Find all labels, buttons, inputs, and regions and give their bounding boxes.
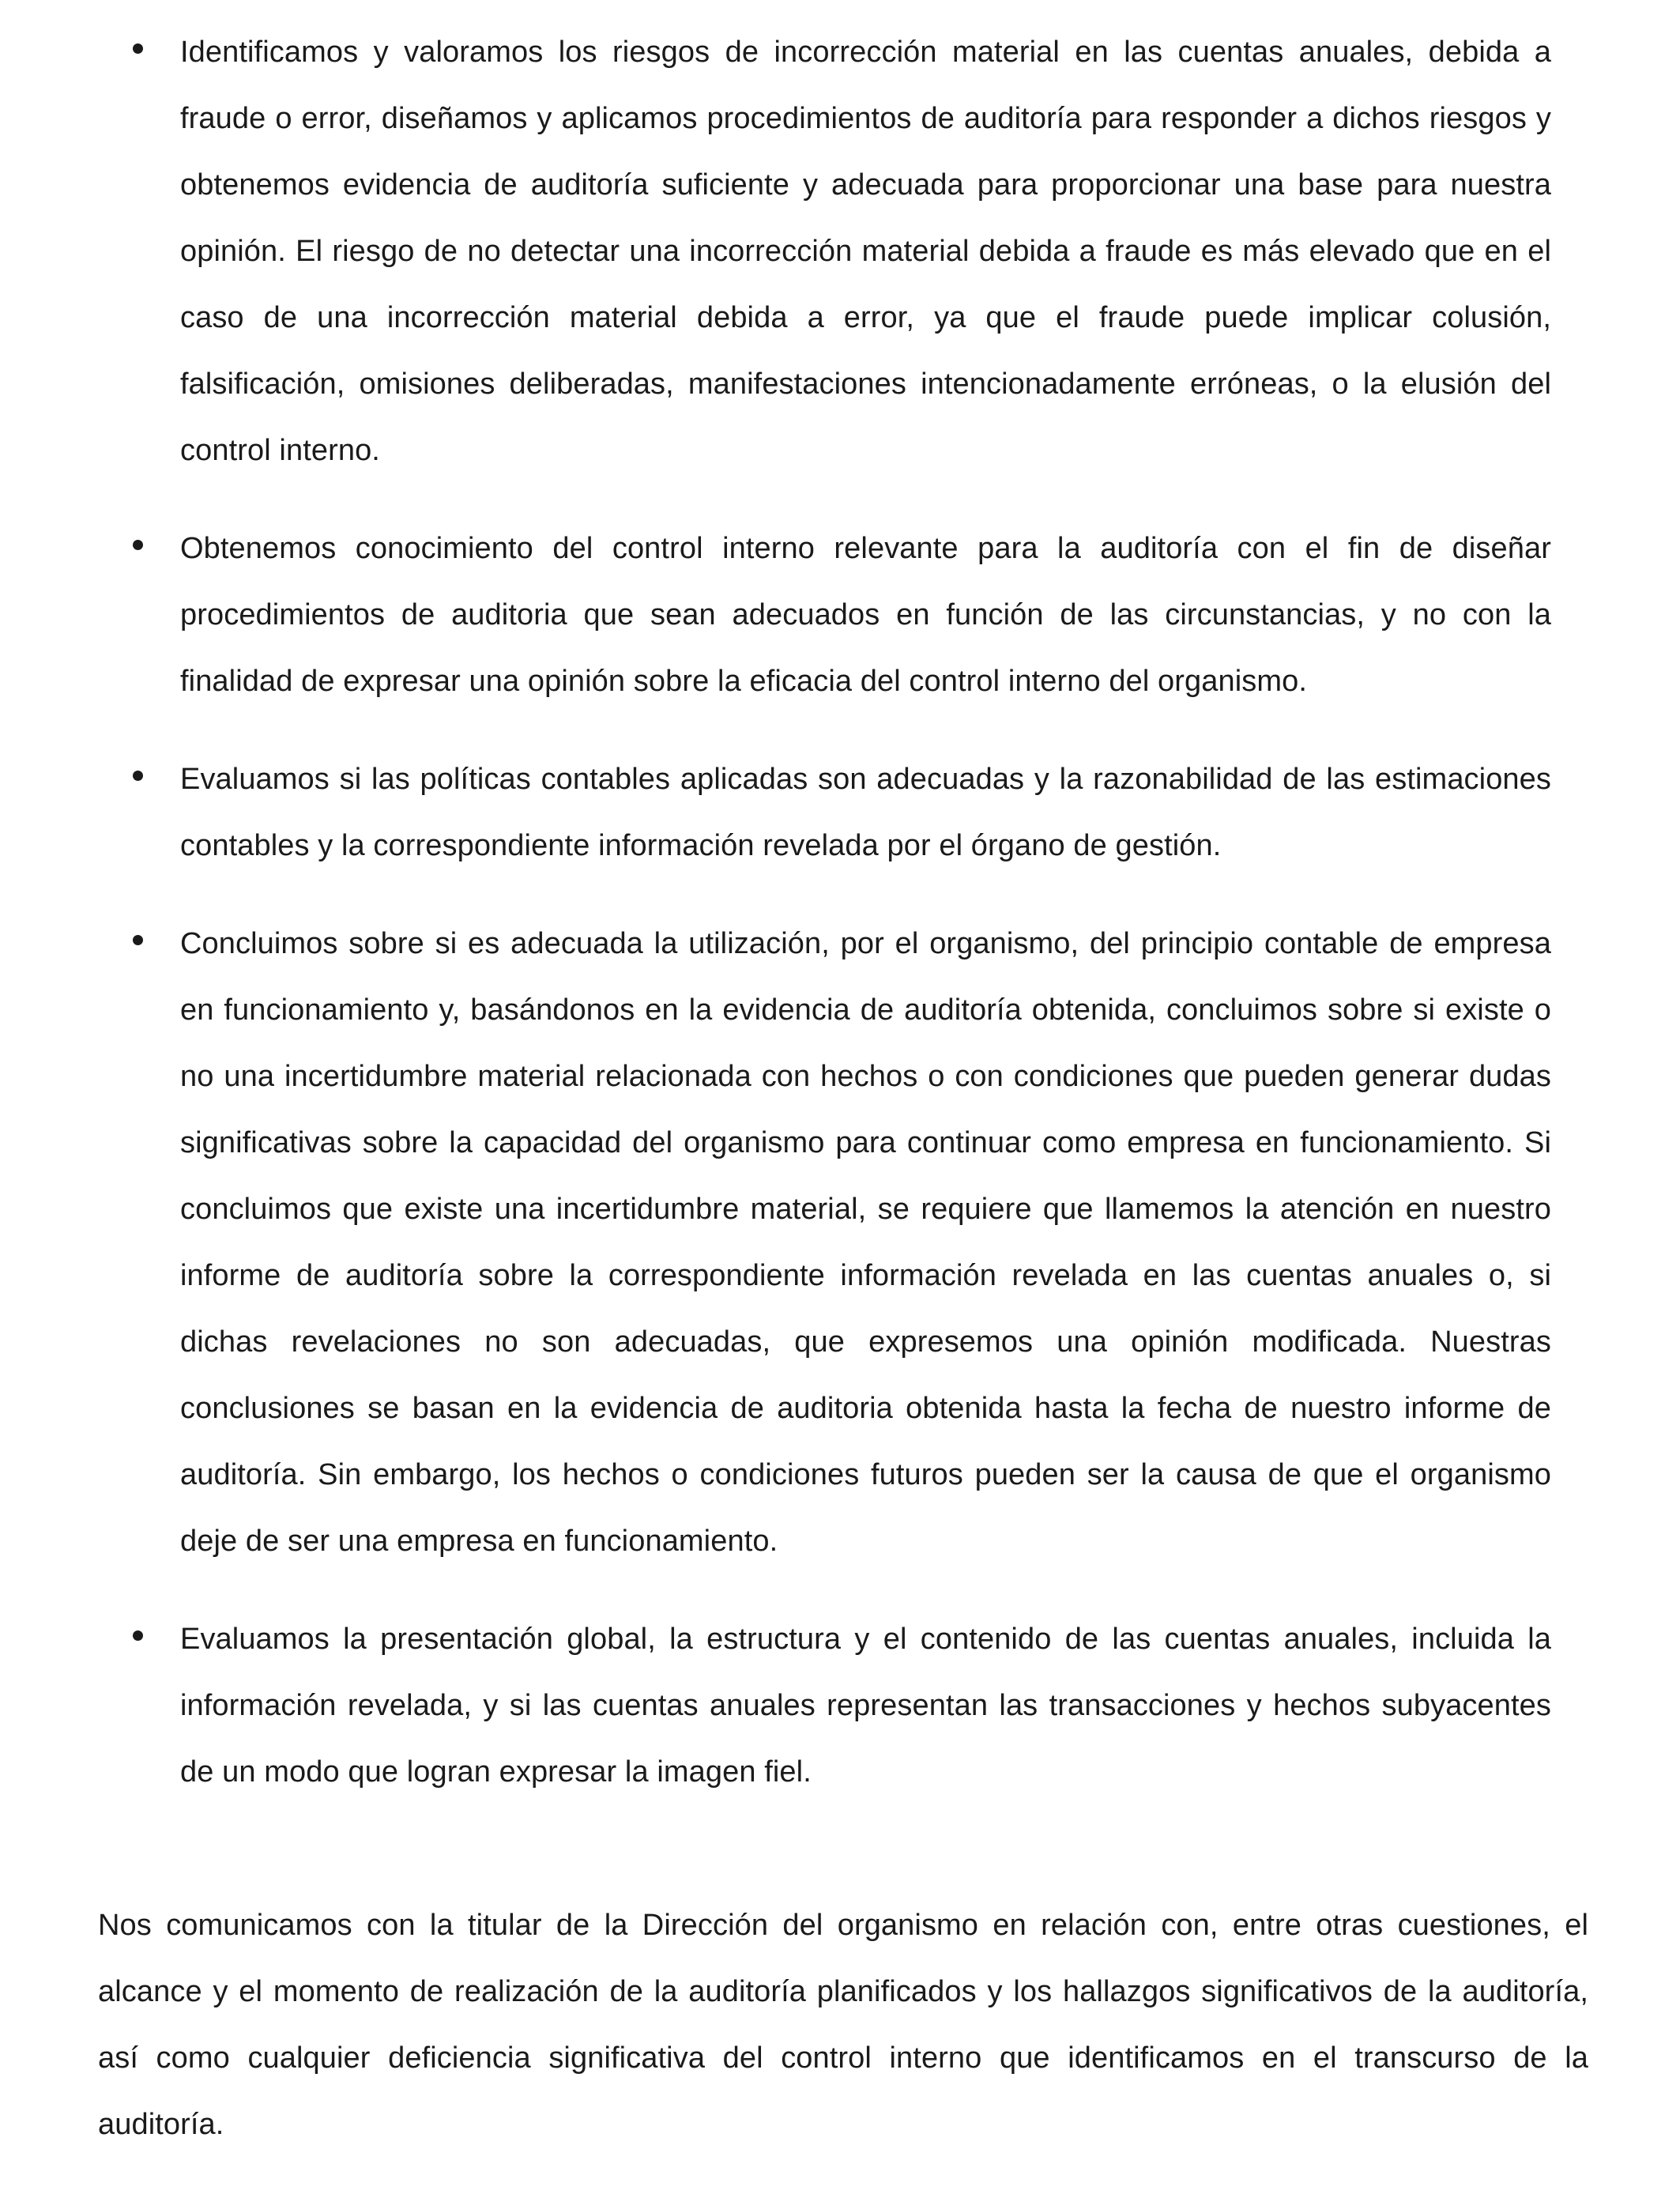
list-item-text: Concluimos sobre si es adecuada la utilización, por el organismo, del principio contable de empresa en funcionamiento y, basándonos en la evidencia de auditoría obtenida, concluimos sobre si existe o no una incertidumbre material relacionada con hechos o con condiciones que pueden generar dudas significativas sobre la capacidad del organismo para continuar como empresa en funcionamiento. Si concluimos que existe una incertidumbre material, se requiere que llamemos la atención en nuestro informe de auditoría sobre la correspondiente información revelada en las cuentas anuales o, si dichas revelaciones no son adecuadas, que expresemos una opinión modificada. Nuestras conclusiones se basan en la evidencia de auditoria obtenida hasta la fecha de nuestro informe de auditoría. Sin embargo, los hechos o condiciones futuros pueden ser la causa de que el organismo deje de ser una empresa en funcionamiento. [180,927,1551,1558]
bullet-icon [133,1630,143,1641]
list-item-text: Identificamos y valoramos los riesgos de incorrección material en las cuentas anuales, debida a fraude o error, diseñamos y aplicamos procedimientos de auditoría para responder a dichos riesgos y obtenemos evidencia de auditoría suficiente y adecuada para proporcionar una base para nuestra opinión. El riesgo de no detectar una incorrección material debida a fraude es más elevado que en el caso de una incorrección material debida a error, ya que el fraude puede implicar colusión, falsificación, omisiones deliberadas, manifestaciones intencionadamente erróneas, o la elusión del control interno. [180,36,1551,467]
list-item-text: Evaluamos si las políticas contables aplicadas son adecuadas y la razonabilidad de las estimaciones contables y la correspondiente información revelada por el órgano de gestión. [180,763,1551,862]
list-item [0,1606,1680,1805]
bullet-icon [133,771,143,781]
bullet-icon [133,935,143,945]
list-item-text: Obtenemos conocimiento del control interno relevante para la auditoría con el fin de diseñar procedimientos de auditoria que sean adecuados en función de las circunstancias, y no con la finalidad de expresar una opinión sobre la eficacia del control interno del organismo. [180,532,1551,698]
list-item [0,515,1680,714]
list-item [0,19,1680,484]
closing-paragraph: Nos comunicamos con la titular de la Dirección del organismo en relación con, entre otras cuestiones, el alcance y el momento de realización de la auditoría planificados y los hallazgos significativos de la auditoría, así como cualquier deficiencia significativa del control interno que identificamos en el transcurso de la auditoría. [98,1909,1588,2141]
bullet-icon [133,43,143,54]
list-item [0,746,1680,879]
list-item [0,910,1680,1574]
list-item-text: Evaluamos la presentación global, la estructura y el contenido de las cuentas anuales, incluida la información revelada, y si las cuentas anuales representan las transacciones y hechos subyacentes de un modo que logran expresar la imagen fiel. [180,1623,1551,1789]
audit-procedures-list [0,19,1680,1837]
bullet-icon [133,540,143,550]
